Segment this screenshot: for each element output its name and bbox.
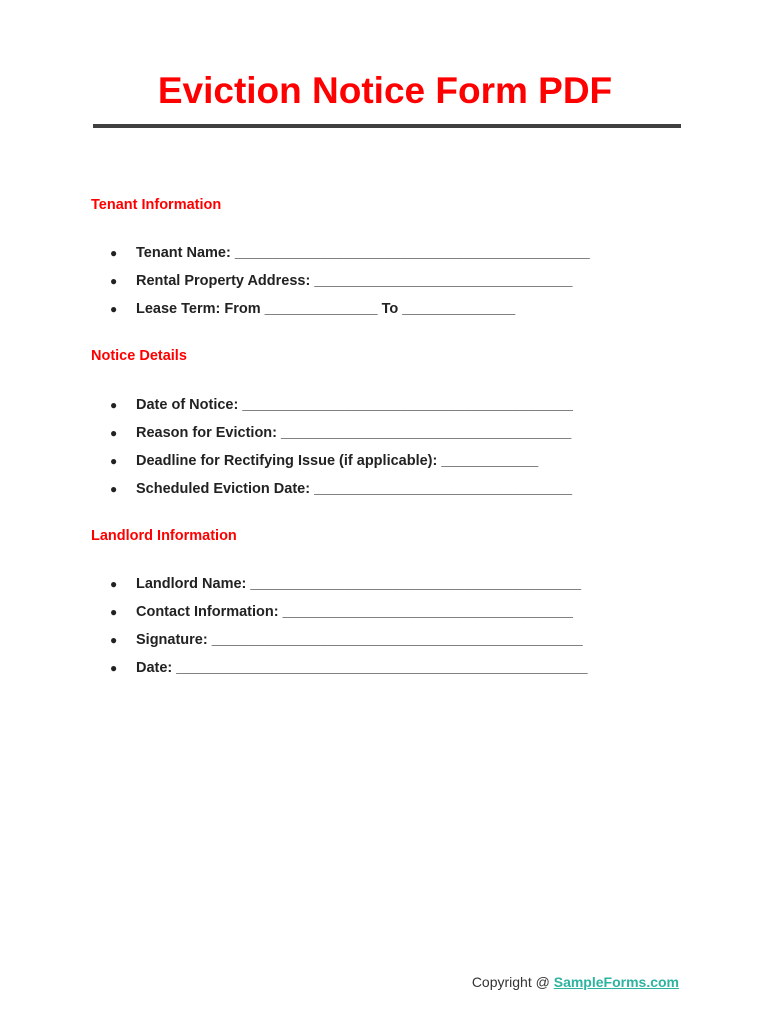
list-item bbox=[110, 396, 573, 424]
field-tenant-name: Tenant Name: ____________________________________________ bbox=[136, 245, 590, 261]
field-reason-for-eviction: Reason for Eviction: ____________________________________ bbox=[136, 425, 572, 441]
bullet-icon: ● bbox=[110, 302, 118, 316]
bullet-icon: ● bbox=[110, 482, 118, 496]
bullet-icon: ● bbox=[110, 661, 118, 675]
list-item bbox=[110, 480, 573, 508]
field-date: Date: ___________________________________________________ bbox=[136, 660, 588, 676]
section-heading-notice-details: Notice Details bbox=[91, 348, 187, 364]
document-title: Eviction Notice Form PDF bbox=[157, 70, 613, 111]
list-item bbox=[110, 452, 573, 480]
title-divider bbox=[93, 124, 681, 128]
list-item bbox=[110, 272, 590, 300]
list-item bbox=[110, 631, 588, 659]
list-item bbox=[110, 659, 588, 687]
copyright-text: Copyright @ bbox=[471, 974, 554, 990]
list-item bbox=[110, 244, 590, 272]
bullet-icon: ● bbox=[110, 426, 118, 440]
notice-details-list bbox=[110, 396, 573, 508]
field-rental-property-address: Rental Property Address: ________________________________ bbox=[136, 273, 573, 289]
list-item bbox=[110, 603, 588, 631]
field-scheduled-eviction-date: Scheduled Eviction Date: ________________________________ bbox=[136, 481, 573, 497]
field-lease-term: Lease Term: From ______________ To ______________ bbox=[136, 301, 516, 317]
field-signature: Signature: ______________________________________________ bbox=[136, 632, 583, 648]
bullet-icon: ● bbox=[110, 274, 118, 288]
list-item bbox=[110, 575, 588, 603]
bullet-icon: ● bbox=[110, 577, 118, 591]
section-heading-tenant-information: Tenant Information bbox=[91, 197, 222, 213]
field-contact-information: Contact Information: ____________________________________ bbox=[136, 604, 573, 620]
section-heading-landlord-information: Landlord Information bbox=[91, 528, 237, 544]
list-item bbox=[110, 424, 573, 452]
copyright-footer bbox=[472, 974, 679, 990]
bullet-icon: ● bbox=[110, 633, 118, 647]
field-landlord-name: Landlord Name: _________________________________________ bbox=[136, 576, 582, 592]
bullet-icon: ● bbox=[110, 454, 118, 468]
landlord-information-list bbox=[110, 575, 588, 687]
bullet-icon: ● bbox=[110, 398, 118, 412]
field-deadline-for-rectifying: Deadline for Rectifying Issue (if applicable): ____________ bbox=[136, 453, 539, 469]
bullet-icon: ● bbox=[110, 246, 118, 260]
bullet-icon: ● bbox=[110, 605, 118, 619]
tenant-information-list bbox=[110, 244, 590, 328]
field-date-of-notice: Date of Notice: _________________________________________ bbox=[136, 397, 573, 413]
sampleforms-link[interactable]: SampleForms.com bbox=[553, 974, 679, 990]
list-item bbox=[110, 300, 590, 328]
